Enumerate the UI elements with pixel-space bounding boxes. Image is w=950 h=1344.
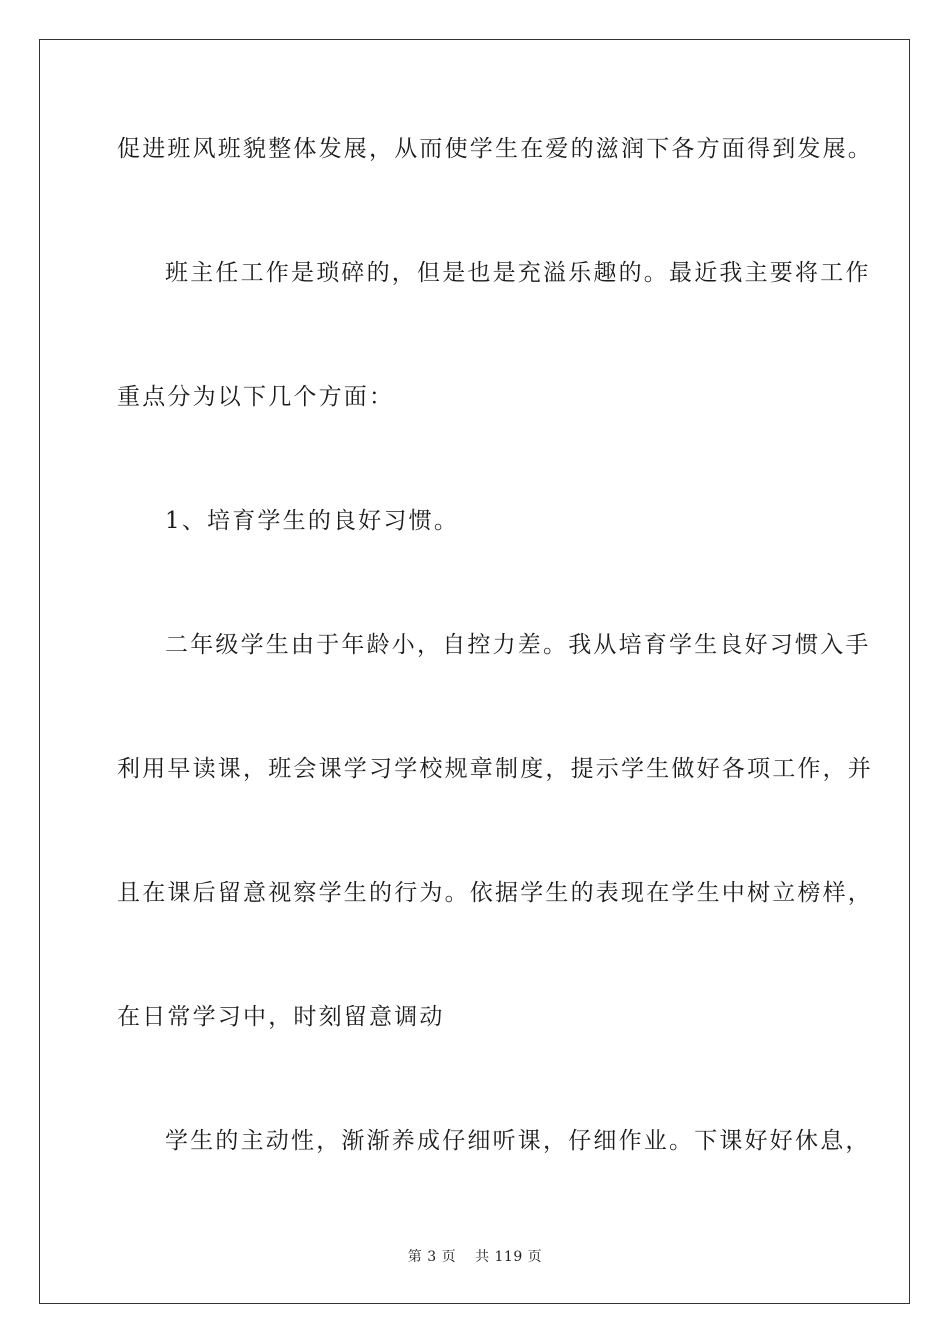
total-pages: 共 119 页	[475, 1249, 543, 1265]
paragraph-line: 学生的主动性，渐渐养成仔细听课，仔细作业。下课好好休息，	[165, 1128, 871, 1154]
paragraph-line: 利用早读课，班会课学习学校规章制度，提示学生做好各项工作，并	[117, 756, 873, 782]
page-number: 第 3 页	[407, 1249, 457, 1265]
paragraph-line: 班主任工作是琐碎的，但是也是充溢乐趣的。最近我主要将工作	[165, 260, 871, 286]
paragraph-line: 在日常学习中，时刻留意调动	[117, 1004, 445, 1030]
paragraph-line: 重点分为以下几个方面：	[117, 384, 395, 410]
paragraph-line: 1、培育学生的良好习惯。	[165, 508, 460, 534]
paragraph-line: 且在课后留意视察学生的行为。依据学生的表现在学生中树立榜样，	[117, 880, 873, 906]
page-border	[39, 39, 910, 1304]
page-footer	[0, 1246, 950, 1266]
paragraph-line: 促进班风班貌整体发展，从而使学生在爱的滋润下各方面得到发展。	[117, 136, 873, 162]
paragraph-line: 二年级学生由于年龄小，自控力差。我从培育学生良好习惯入手	[165, 632, 871, 658]
